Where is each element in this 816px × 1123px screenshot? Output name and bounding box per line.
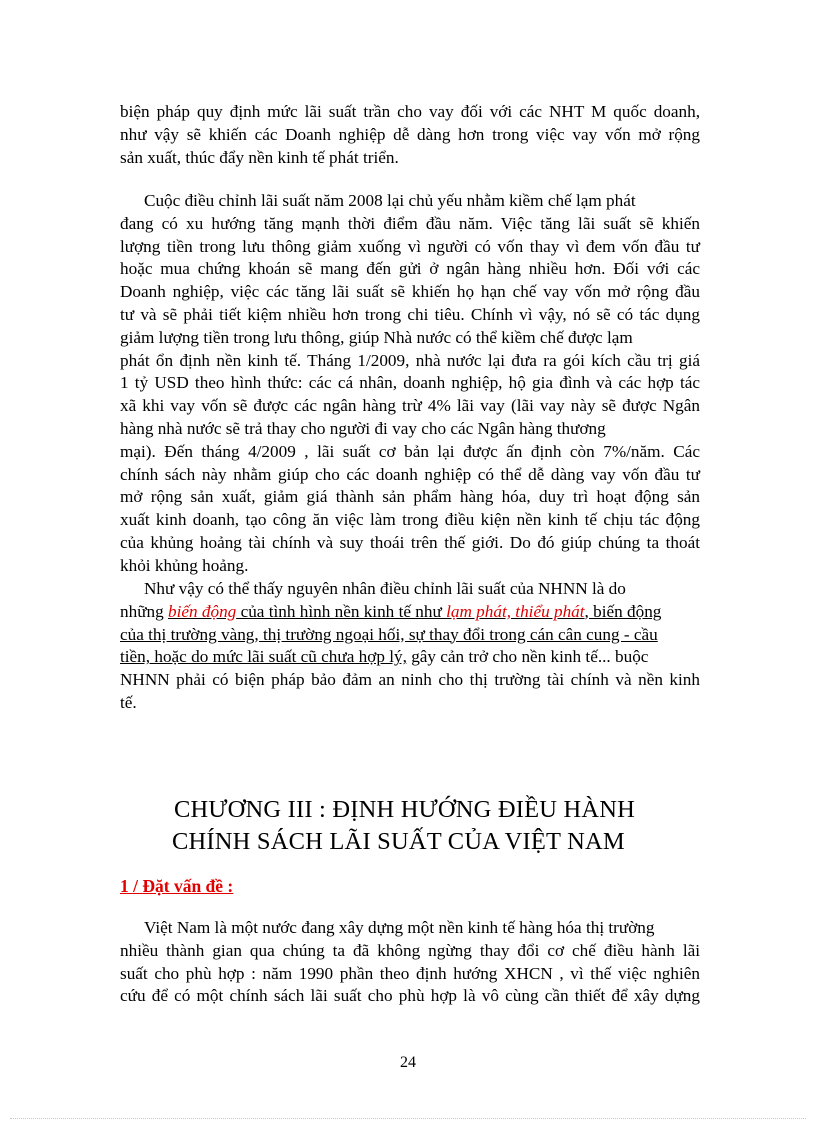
- chapter-title-line-1: CHƯƠNG III : ĐỊNH HƯỚNG ĐIỀU HÀNH: [174, 796, 636, 823]
- emphasis-link-lam-phat: lạm phát, thiểu phát: [446, 601, 585, 621]
- paragraph-line: biện pháp quy định mức lãi suất trần cho vay đối với các NHT M quốc doanh,: [120, 102, 700, 121]
- section-heading: 1 / Đặt vấn đề :: [120, 876, 234, 896]
- paragraph-line: cứu để có một chính sách lãi suất cho phù hợp là vô cùng cần thiết để xây dựng: [120, 986, 700, 1006]
- paragraph-line: chính sách này nhằm giúp cho các doanh nghiệp có thể dễ dàng vay vốn đầu tư: [120, 464, 700, 484]
- paragraph-line: [120, 646, 700, 669]
- paragraph-line: tư và sẽ phải tiết kiệm nhiều hơn trong chi tiêu. Chính vì vậy, nó sẽ có tác dụng: [120, 304, 700, 324]
- paragraph-line: Doanh nghiệp, việc các tăng lãi suất sẽ khiến họ hạn chế vay vốn mở rộng đầu: [120, 282, 700, 302]
- paragraph-line: hoặc mua chứng khoán sẽ mang đến gửi ở ngân hàng nhiều hơn. Đối với các: [120, 259, 700, 279]
- text-run: , biến động: [584, 601, 662, 621]
- paragraph-line: của thị trường vàng, thị trường ngoại hối, sự thay đổi trong cán cân cung - cầu: [120, 624, 658, 644]
- paragraph-line: Cuộc điều chỉnh lãi suất năm 2008 lại chủ yếu nhằm kiềm chế lạm phát: [144, 191, 636, 210]
- text-run: những: [120, 601, 168, 621]
- text-run: gây cản trở cho nền kinh tế... buộc: [406, 647, 649, 667]
- page-bottom-divider: [10, 1118, 806, 1119]
- text-run: của tình hình nền kinh tế như: [236, 601, 447, 621]
- chapter-title-line-2: CHÍNH SÁCH LÃI SUẤT CỦA VIỆT NAM: [172, 828, 625, 855]
- paragraph-line: mở rộng sản xuất, giảm giá thành sản phẩm hàng hóa, duy trì hoạt động sản: [120, 487, 700, 507]
- paragraph-line: như vậy sẽ khiến các Doanh nghiệp dễ dàng hơn trong việc vay vốn mở rộng: [120, 124, 700, 144]
- paragraph-line: nhiều thành gian qua chúng ta đã không ngừng thay đổi cơ chế điều hành lãi: [120, 940, 700, 960]
- paragraph-line: Như vậy có thể thấy nguyên nhân điều chỉnh lãi suất của NHNN là do: [144, 579, 626, 598]
- page-number: 24: [400, 1054, 416, 1071]
- paragraph-1: [120, 101, 700, 169]
- paragraph-line: 1 tỷ USD theo hình thức: các cá nhân, doanh nghiệp, hộ gia đình và các hợp tác: [120, 373, 700, 393]
- paragraph-line: mại). Đến tháng 4/2009 , lãi suất cơ bản lại được ấn định còn 7%/năm. Các: [120, 441, 700, 461]
- paragraph-line: NHNN phải có biện pháp bảo đảm an ninh cho thị trường tài chính và nền kinh: [120, 670, 700, 690]
- paragraph-line: sản xuất, thúc đẩy nền kinh tế phát triển.: [120, 147, 399, 167]
- paragraph-line: xã khi vay vốn sẽ được các ngân hàng trừ 4% lãi vay (lãi vay này sẽ được Ngân: [120, 396, 700, 416]
- paragraph-line: của khủng hoảng tài chính và suy thoái trên thế giới. Do đó giúp chúng ta thoát: [120, 532, 700, 552]
- emphasis-link-bien-dong: biến động: [168, 601, 237, 621]
- paragraph-line: khỏi khủng hoảng.: [120, 555, 249, 575]
- paragraph-line: giảm lượng tiền trong lưu thông, giúp Nhà nước có thể kiềm chế được lạm: [120, 327, 633, 347]
- paragraph-line: phát ổn định nền kinh tế. Tháng 1/2009, nhà nước lại đưa ra gói kích cầu trị giá: [120, 350, 700, 370]
- chapter-title: [120, 794, 700, 858]
- paragraph-line: suất cho phù hợp : năm 1990 phần theo định hướng XHCN , vì thế việc nghiên: [120, 963, 700, 983]
- paragraph-3: [120, 578, 700, 715]
- paragraph-line: lượng tiền trong lưu thông giảm xuống vì người có vốn thay vì đem vốn đầu tư: [120, 236, 700, 256]
- paragraph-line: xuất kinh doanh, tạo công ăn việc làm trong điều kiện nền kinh tế chịu tác động: [120, 510, 700, 530]
- paragraph-4: [120, 917, 700, 1008]
- text-run: tiền, hoặc do mức lãi suất cũ chưa hợp lý,: [120, 647, 407, 667]
- paragraph-line: hàng nhà nước sẽ trả thay cho người đi vay cho các Ngân hàng thương: [120, 418, 606, 438]
- paragraph-2: [120, 190, 700, 578]
- paragraph-line: tế.: [120, 692, 137, 712]
- paragraph-line: [120, 601, 700, 624]
- paragraph-line: Việt Nam là một nước đang xây dựng một nền kinh tế hàng hóa thị trường: [144, 918, 655, 937]
- paragraph-line: đang có xu hướng tăng mạnh thời điểm đầu năm. Việc tăng lãi suất sẽ khiến: [120, 213, 700, 233]
